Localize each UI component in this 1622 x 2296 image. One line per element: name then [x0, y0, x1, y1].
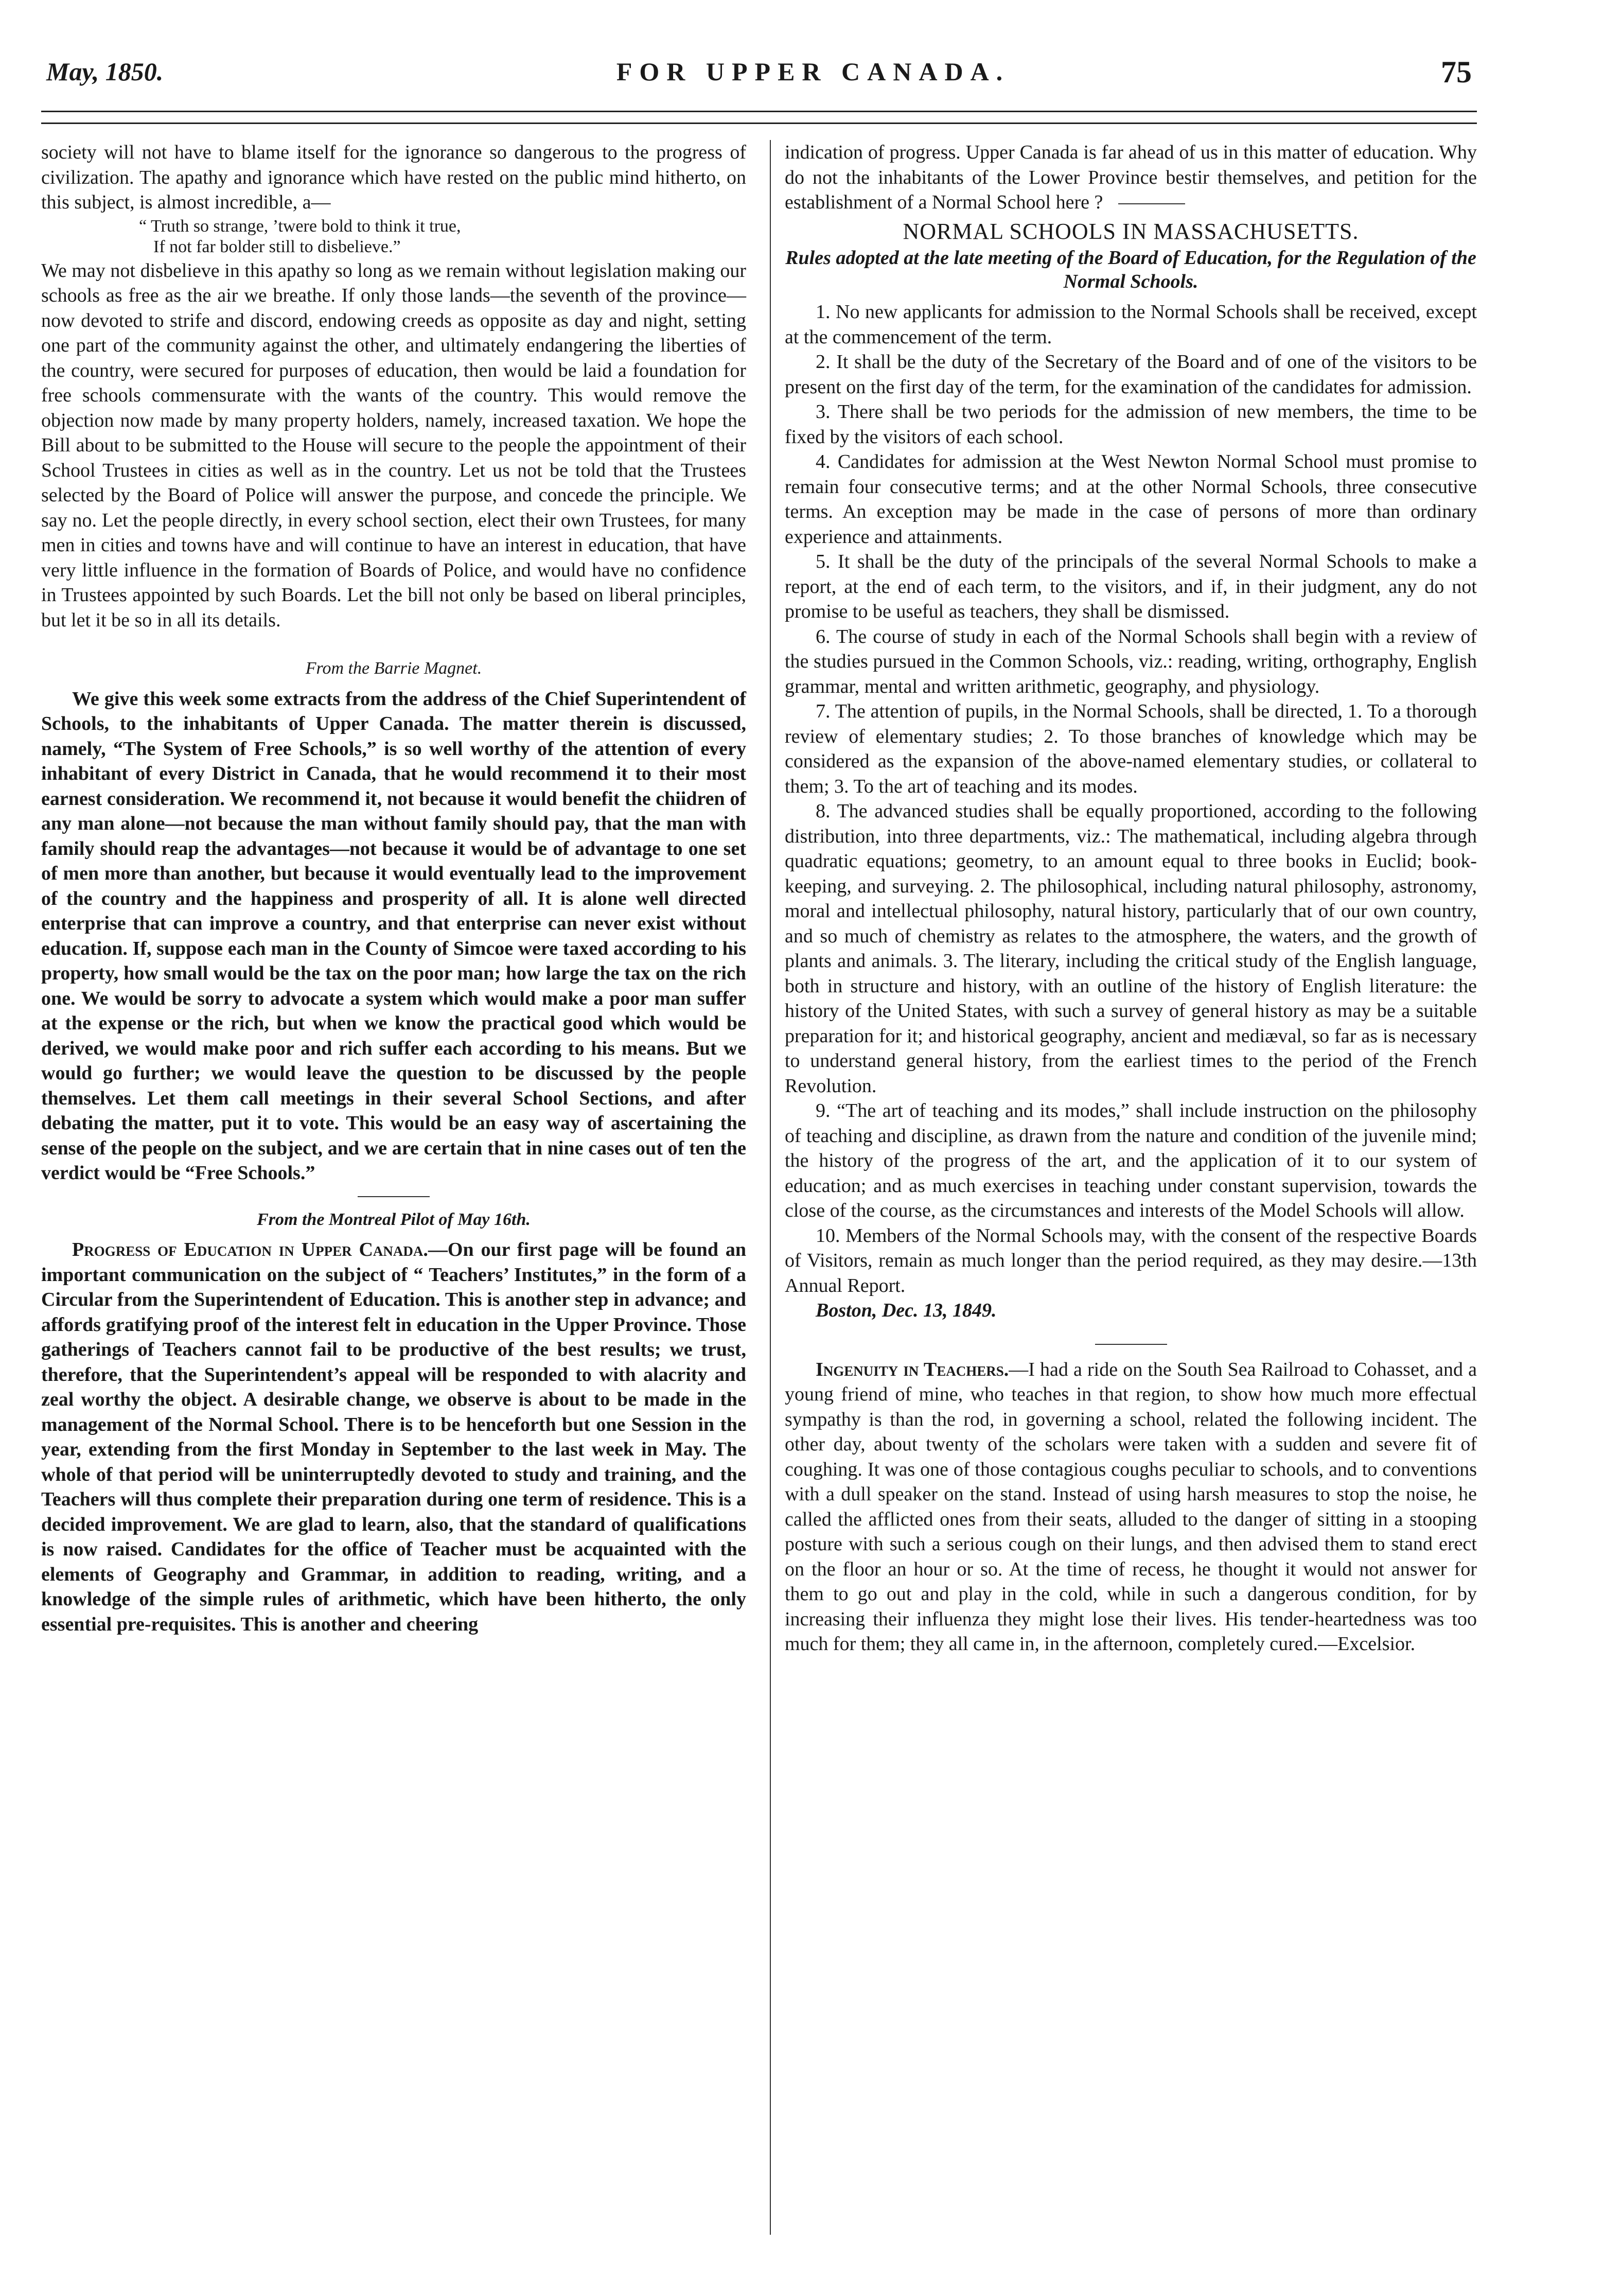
article-lead: Progress of Education in Upper Canada. — [72, 1239, 428, 1260]
article-paragraph — [785, 140, 1477, 215]
article-paragraph: society will not have to blame itself for the ignorance so dangerous to the progress of civilization. The apathy and ignorance which have rested on the public mind hitherto, on this subject, is almost incredible, a— — [41, 142, 746, 213]
article-body: —On our first page will be found an important communication on the subject of “ Teachers’ Institutes,” in the form of a Circular from the Superintendent of Education. This is another step in advance; and affords gratifying proof of the interest felt in education in the Upper Province. Those gatherings of Teachers cannot fail to be productive of the best results; we trust, therefore, that the Superintendent’s appeal will be responded to with alacrity and zeal worthy the object. A desirable change, we observe is about to be made in the management of the Normal School. There is to be henceforth but one Session in the year, extending from the first Monday in September to the last week in May. The whole of that period will be uninterruptedly devoted to study and training, and the Teachers will thus complete their preparation during one term of residence. This is a decided improvement. We are glad to learn, also, that the standard of qualifications is now raised. Candidates for the office of Teacher must be acquainted with the elements of Geography and Grammar, in addition to reading, writing, and a knowledge of the simple rules of arithmetic, which have been hitherto, the only essential pre-requisites. This is another and cheering — [41, 1239, 746, 1635]
article-body: —I had a ride on the South Sea Railroad to Cohasset, and a young friend of mine, who teaches in that region, to show how much more effectual sympathy is than the rod, in governing a school, related the following incident. The other day, about twenty of the scholars were taken with a sudden and severe fit of coughing. It was one of those contagious coughs peculiar to schools, and to conventions with a dull speaker on the stand. Instead of using harsh measures to stop the noise, he called the afflicted ones from their seats, alluded to the danger of sitting in a stooping posture with such a serious cough on their lungs, and then advised them to stand erect on the floor an hour or so. At the time of recess, he thought it would not answer for them to go out and play in the cold, while in such a dangerous condition, for by increasing their influenza they might lose their lives. His tender-heartedness was too much for them; they all came in, in the afternoon, completely cured.—Excelsior. — [785, 1358, 1477, 1655]
rule-item: 5. It shall be the duty of the principals of the several Normal Schools to make a report, at the end of each term, to the visitors, and if, in their judgment, any do not promise to be useful as teachers, they shall be dismissed. — [785, 551, 1477, 622]
rule-item: 3. There shall be two periods for the admission of new members, the time to be fixed by the visitors of each school. — [785, 401, 1477, 448]
article-paragraph — [785, 1357, 1477, 1657]
rule-item: 4. Candidates for admission at the West Newton Normal School must promise to remain four consecutive terms; and at the other Normal Schools, three consecutive terms. An exception may be made in the case of persons of more than ordinary experience and attainments. — [785, 451, 1477, 548]
source-heading: From the Montreal Pilot of May 16th. — [257, 1210, 531, 1229]
article-body: indication of progress. Upper Canada is far ahead of us in this matter of education. Why do not the inhabitants of the Lower Province bestir themselves, and petition for the establishment of a Normal School here ? — [785, 142, 1477, 213]
rule-item: 9. “The art of teaching and its modes,” shall include instruction on the philosophy of teaching and discipline, as drawn from the nature and condition of the juvenile mind; the history of the progress of the art, and the application of it to our system of education; and as much exercises in teaching under constant supervision, towards the close of the course, as the circumstances and interests of the Model Schools will allow. — [785, 1100, 1477, 1221]
running-title: FOR UPPER CANADA. — [616, 57, 1010, 86]
page-number: 75 — [1441, 55, 1472, 89]
article-paragraph: We may not disbelieve in this apathy so long as we remain without legislation making our schools as free as the air we breathe. If only those lands—the seventh of the province—now devoted to strife and discord, endowing creeds as opposite as day and night, setting one part of the community against the other, and ultimately endangering the liberties of the country, were secured for purposes of education, then would be laid a foundation for free schools commensurate with the wants of the country. This would remove the objection now made by many property holders, namely, increased taxation. We hope the Bill about to be submitted to the House will secure to the people the appointment of their School Trustees in cities as well as in the country. Let us not be told that the Trustees selected by the Board of Police will answer the purpose, and concede the principle. We say no. Let the people directly, in every school section, elect their own Trustees, for many men in cities and towns have and will continue to have an interest in education, that have very little influence in the formation of Boards of Police, and would have no confidence in Trustees appointed by such Boards. Let the bill not only be based on liberal principles, but let it be so in all its details. — [41, 259, 746, 631]
divider-rule — [1118, 203, 1185, 204]
rule-item: 7. The attention of pupils, in the Normal Schools, shall be directed, 1. To a thorough review of elementary studies; 2. To those branches of knowledge which may be considered as the expansion of the above-named elementary studies, or collateral to them; 3. To the art of teaching and its modes. — [785, 700, 1477, 797]
article-paragraph — [41, 1237, 746, 1637]
header-rule-top — [41, 111, 1477, 112]
rule-item: 8. The advanced studies shall be equally proportioned, according to the following distribution, into three departments, viz.: The mathematical, including algebra through quadratic equations; geometry, to an amount equal to three books in Euclid; book-keeping, and surveying. 2. The philosophical, including natural philosophy, astronomy, moral and intellectual philosophy, natural history, particularly that of our own country, and so much of chemistry as relates to the atmosphere, the waters, and the growth of plants and animals. 3. The literary, including the critical study of the English language, both in structure and history, with an outline of the history of English literature: the history of the United States, with such a survey of general history as may be a suitable preparation for it; and historical geography, ancient and mediæval, so far as is necessary to understand general history, from the earliest times to the period of the French Revolution. — [785, 800, 1477, 1097]
page-header — [41, 57, 1477, 103]
rule-item: 2. It shall be the duty of the Secretary of the Board and of one of the visitors to be present on the first day of the term, for the examination of the candidates for admission. — [785, 351, 1477, 398]
column-divider — [770, 140, 771, 2235]
header-rule-bottom — [41, 122, 1477, 124]
signoff: Boston, Dec. 13, 1849. — [816, 1300, 997, 1321]
section-title: NORMAL SCHOOLS IN MASSACHUSETTS. — [903, 218, 1359, 244]
divider-rule — [358, 1196, 430, 1197]
section-subtitle: Rules adopted at the late meeting of the Board of Education, for the Regulation of the Normal Schools. — [785, 247, 1476, 292]
verse-line: “ Truth so strange, ’twere bold to think it true, — [139, 216, 461, 236]
article-paragraph: We give this week some extracts from the address of the Chief Superintendent of Schools, to the inhabitants of Upper Canada. The matter therein is discussed, namely, “The System of Free Schools,” is so well worthy of the attention of every inhabitant of every District in Canada, that he would recommend it to their most earnest consideration. We recommend it, not because it would benefit the chiidren of any man alone—not because the man without family should pay, that the man with family should reap the advantages—not because it would be of advantage to one set of men more than another, but because it would eventually lead to the improvement of the country and the happiness and prosperity of all. It is alone well directed enterprise that can improve a country, and that enterprise can never exist without education. If, suppose each man in the County of Simcoe were taxed according to his property, how small would be the tax on the poor man; how large the tax on the rich one. We would be sorry to advocate a system which would make a poor man suffer at the expense or the rich, but when we know the practical good which would be derived, we would make poor and rich suffer each according to his means. But we would go further; we would leave the question to be discussed by the people themselves. Let them call meetings in their several School Sections, and after debating the matter, put it to vote. This would be an easy way of ascertaining the sense of the people on the subject, and we are certain that in nine cases out of ten the verdict would be “Free Schools.” — [41, 688, 746, 1184]
rule-item: 6. The course of study in each of the Normal Schools shall begin with a review of the studies pursued in the Common Schools, viz.: reading, writing, orthography, English grammar, mental and written arithmetic, geography, and physiology. — [785, 625, 1477, 697]
source-heading: From the Barrie Magnet. — [305, 659, 482, 678]
divider-rule — [1095, 1344, 1167, 1345]
verse-line: If not far bolder still to disbelieve.” — [153, 237, 401, 256]
right-column — [785, 140, 1477, 1657]
article-lead: Ingenuity in Teachers. — [816, 1358, 1009, 1380]
verse-quote — [139, 216, 746, 257]
rule-item: 1. No new applicants for admission to the Normal Schools shall be received, except at the commencement of the term. — [785, 301, 1477, 348]
rule-item: 10. Members of the Normal Schools may, with the consent of the respective Boards of Visitors, remain as much longer than the period required, as they may desire.—13th Annual Report. — [785, 1224, 1477, 1296]
issue-date: May, 1850. — [46, 57, 164, 86]
left-column — [41, 140, 746, 1637]
